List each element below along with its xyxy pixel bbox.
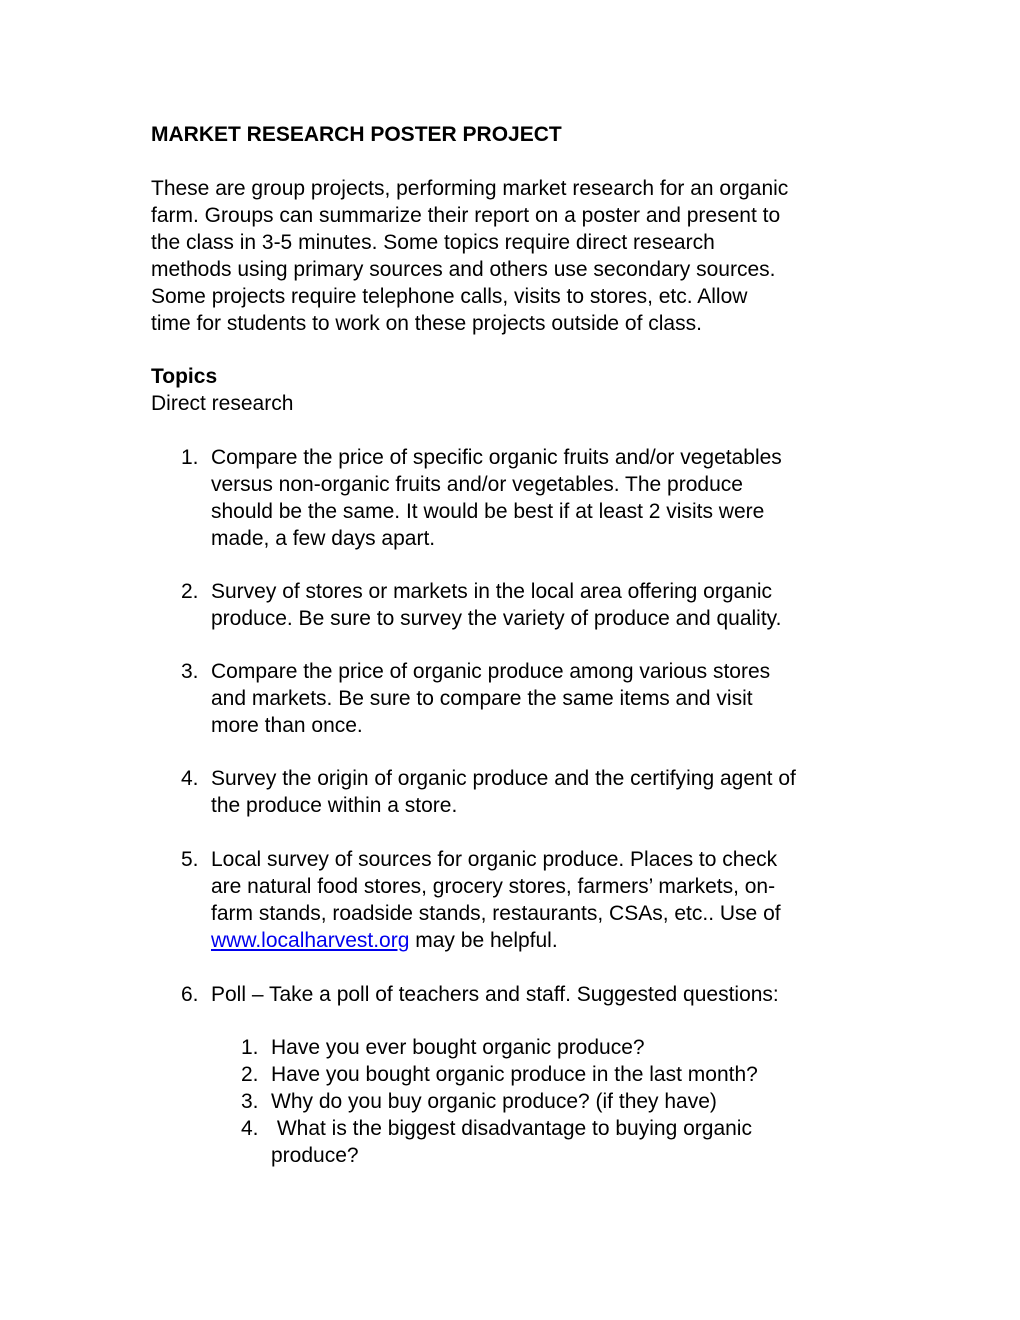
topic-line: versus non-organic fruits and/or vegetables. The produce [211, 473, 743, 496]
intro-line: the class in 3-5 minutes. Some topics require direct research [151, 231, 715, 254]
topic-text [211, 578, 901, 632]
topic-line: more than once. [211, 714, 363, 737]
poll-question-number: 2. [241, 1063, 259, 1086]
poll-question-text [271, 1061, 758, 1088]
topic-text [211, 444, 901, 552]
topic-line: Survey of stores or markets in the local area offering organic [211, 580, 773, 603]
link-trailing-text: may be helpful. [409, 929, 558, 952]
topic-number: 1. [181, 446, 199, 469]
direct-research-subheading: Direct research [151, 392, 294, 415]
topic-line: farm stands, roadside stands, restaurants, CSAs, etc.. Use of [211, 902, 781, 925]
poll-question-text [271, 1115, 752, 1169]
document-title: MARKET RESEARCH POSTER PROJECT [151, 123, 562, 146]
poll-question-number: 4. [241, 1117, 259, 1140]
topic-number: 6. [181, 983, 199, 1006]
poll-question-line: Have you ever bought organic produce? [271, 1036, 645, 1059]
poll-question-text [271, 1034, 645, 1061]
intro-line: Some projects require telephone calls, visits to stores, etc. Allow [151, 285, 748, 308]
poll-question-line: produce? [271, 1144, 359, 1167]
topic-number: 5. [181, 848, 199, 871]
topic-text [211, 658, 901, 739]
topic-line: the produce within a store. [211, 794, 458, 817]
topics-heading: Topics [151, 365, 218, 388]
intro-line: methods using primary sources and others use secondary sources. [151, 258, 776, 281]
intro-line: time for students to work on these projects outside of class. [151, 312, 702, 335]
poll-question-text [271, 1088, 717, 1115]
topic-line: Poll – Take a poll of teachers and staff. Suggested questions: [211, 983, 779, 1006]
topic-text [211, 981, 901, 1008]
topic-line: Compare the price of organic produce among various stores [211, 660, 771, 683]
topic-line: Compare the price of specific organic fruits and/or vegetables [211, 446, 782, 469]
poll-question-line: Why do you buy organic produce? (if they have) [271, 1090, 717, 1113]
topic-line: made, a few days apart. [211, 527, 436, 550]
poll-question-line: Have you bought organic produce in the last month? [271, 1063, 758, 1086]
localharvest-link[interactable]: www.localharvest.org [211, 929, 410, 952]
topic-text [211, 765, 901, 819]
poll-question-line: What is the biggest disadvantage to buying organic [271, 1117, 752, 1140]
topic-line: Survey the origin of organic produce and the certifying agent of [211, 767, 796, 790]
topic-number: 2. [181, 580, 199, 603]
intro-line: These are group projects, performing market research for an organic [151, 177, 789, 200]
topic-number: 3. [181, 660, 199, 683]
topic-line: are natural food stores, grocery stores, farmers’ markets, on- [211, 875, 776, 898]
topic-line-with-link [211, 927, 901, 954]
topic-line: should be the same. It would be best if at least 2 visits were [211, 500, 765, 523]
poll-question-number: 3. [241, 1090, 259, 1113]
topic-number: 4. [181, 767, 199, 790]
topic-line: produce. Be sure to survey the variety of produce and quality. [211, 607, 782, 630]
intro-paragraph [151, 175, 891, 337]
topic-text [211, 846, 901, 954]
intro-line: farm. Groups can summarize their report on a poster and present to [151, 204, 781, 227]
topic-line: and markets. Be sure to compare the same items and visit [211, 687, 753, 710]
topic-line: Local survey of sources for organic produce. Places to check [211, 848, 778, 871]
poll-question-number: 1. [241, 1036, 259, 1059]
